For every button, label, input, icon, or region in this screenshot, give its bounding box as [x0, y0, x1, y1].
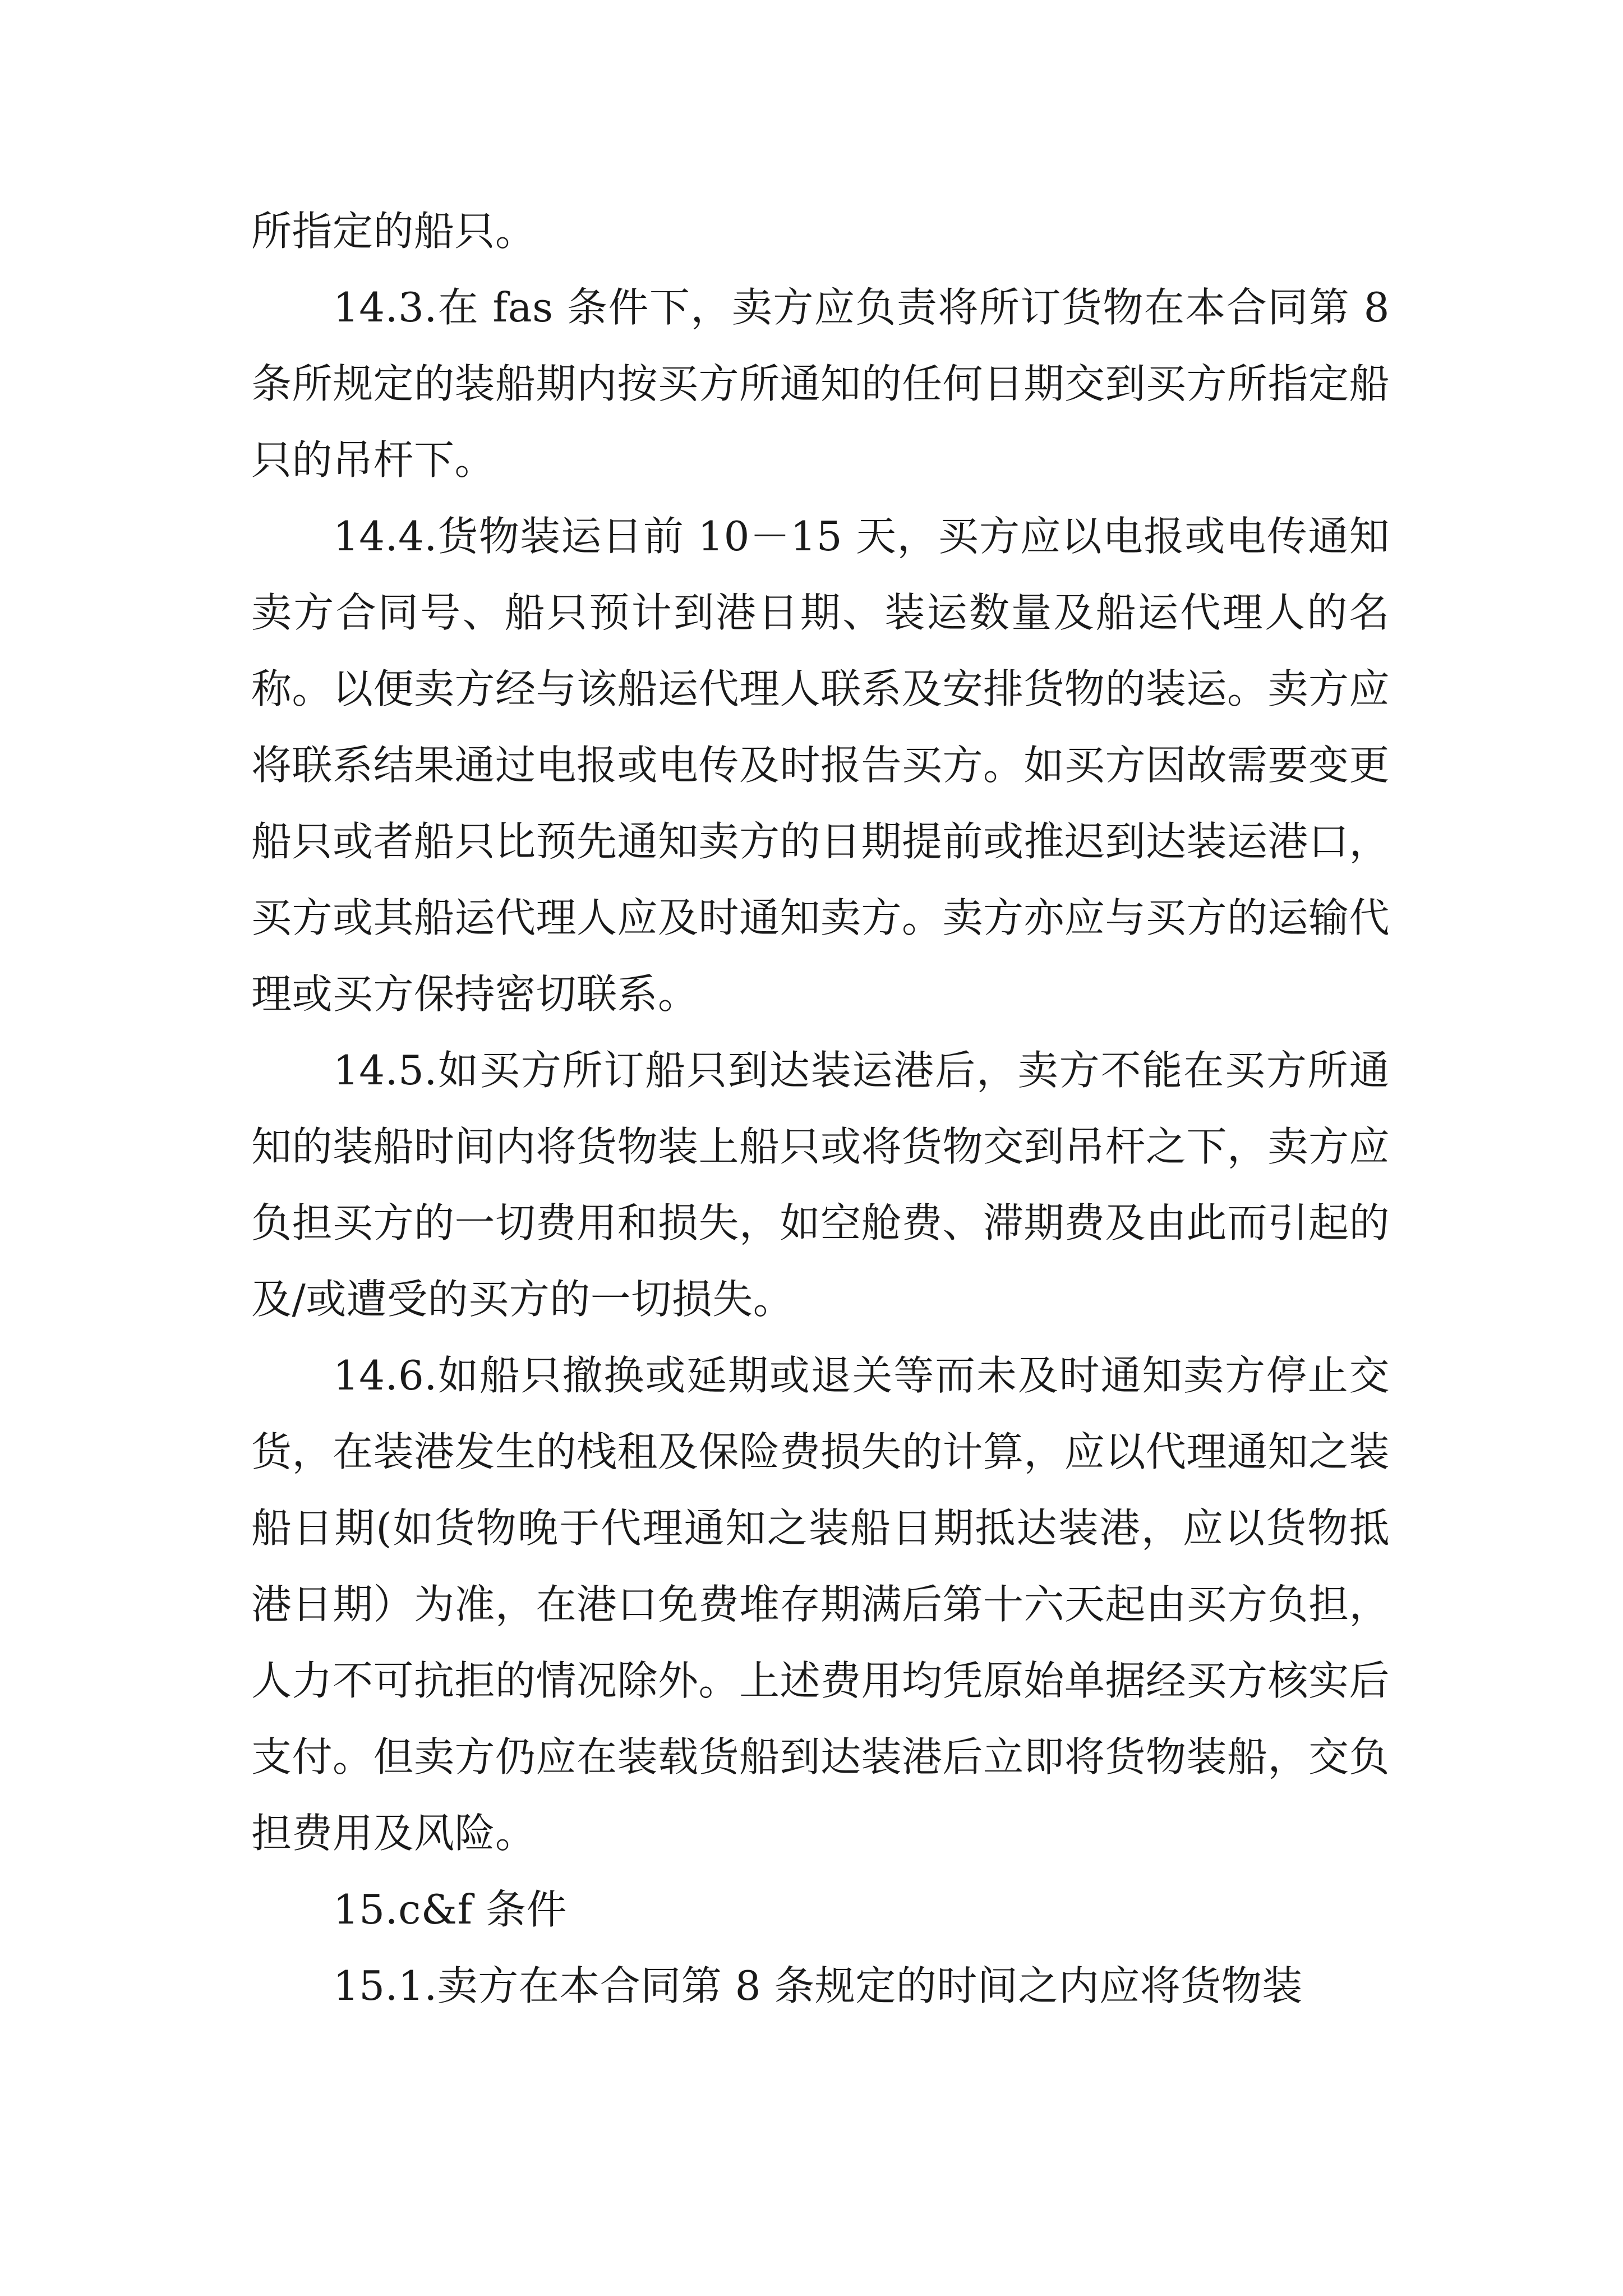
section-heading-15: 15.c&f 条件: [333, 1886, 567, 1933]
paragraph-14-4: 14.4.货物装运日前 10－15 天，买方应以电报或电传通知卖方合同号、船只预计到港日期、装运数量及船运代理人的名称。以便卖方经与该船运代理人联系及安排货物的装运。卖方应将联系结果通过电报或电传及时报告买方。如买方因故需要变更船只或者船只比预先通知卖方的日期提前或推迟到达装运港口，买方或其船运代理人应及时通知卖方。卖方亦应与买方的运输代理或买方保持密切联系。: [251, 513, 1390, 1018]
paragraph-14-5: 14.5.如买方所订船只到达装运港后，卖方不能在买方所通知的装船时间内将货物装上船只或将货物交到吊杆之下，卖方应负担买方的一切费用和损失，如空舱费、滞期费及由此而引起的及/或遭受的买方的一切损失。: [251, 1047, 1390, 1323]
paragraph-14-6: 14.6.如船只撤换或延期或退关等而未及时通知卖方停止交货，在装港发生的栈租及保险费损失的计算，应以代理通知之装船日期(如货物晚于代理通知之装船日期抵达装港，应以货物抵港日期）为准，在港口免费堆存期满后第十六天起由买方负担，人力不可抗拒的情况除外。上述费用均凭原始单据经买方核实后支付。但卖方仍应在装载货船到达装港后立即将货物装船，交负担费用及风险。: [251, 1352, 1390, 1857]
document-body: [251, 193, 1390, 2024]
paragraph-continuation: 所指定的船只。: [251, 208, 536, 255]
paragraph-14-3: 14.3.在 fas 条件下，卖方应负责将所订货物在本合同第 8 条所规定的装船期内按买方所通知的任何日期交到买方所指定船只的吊杆下。: [251, 284, 1390, 484]
paragraph-15-1: 15.1.卖方在本合同第 8 条规定的时间之内应将货物装: [333, 1962, 1303, 2009]
